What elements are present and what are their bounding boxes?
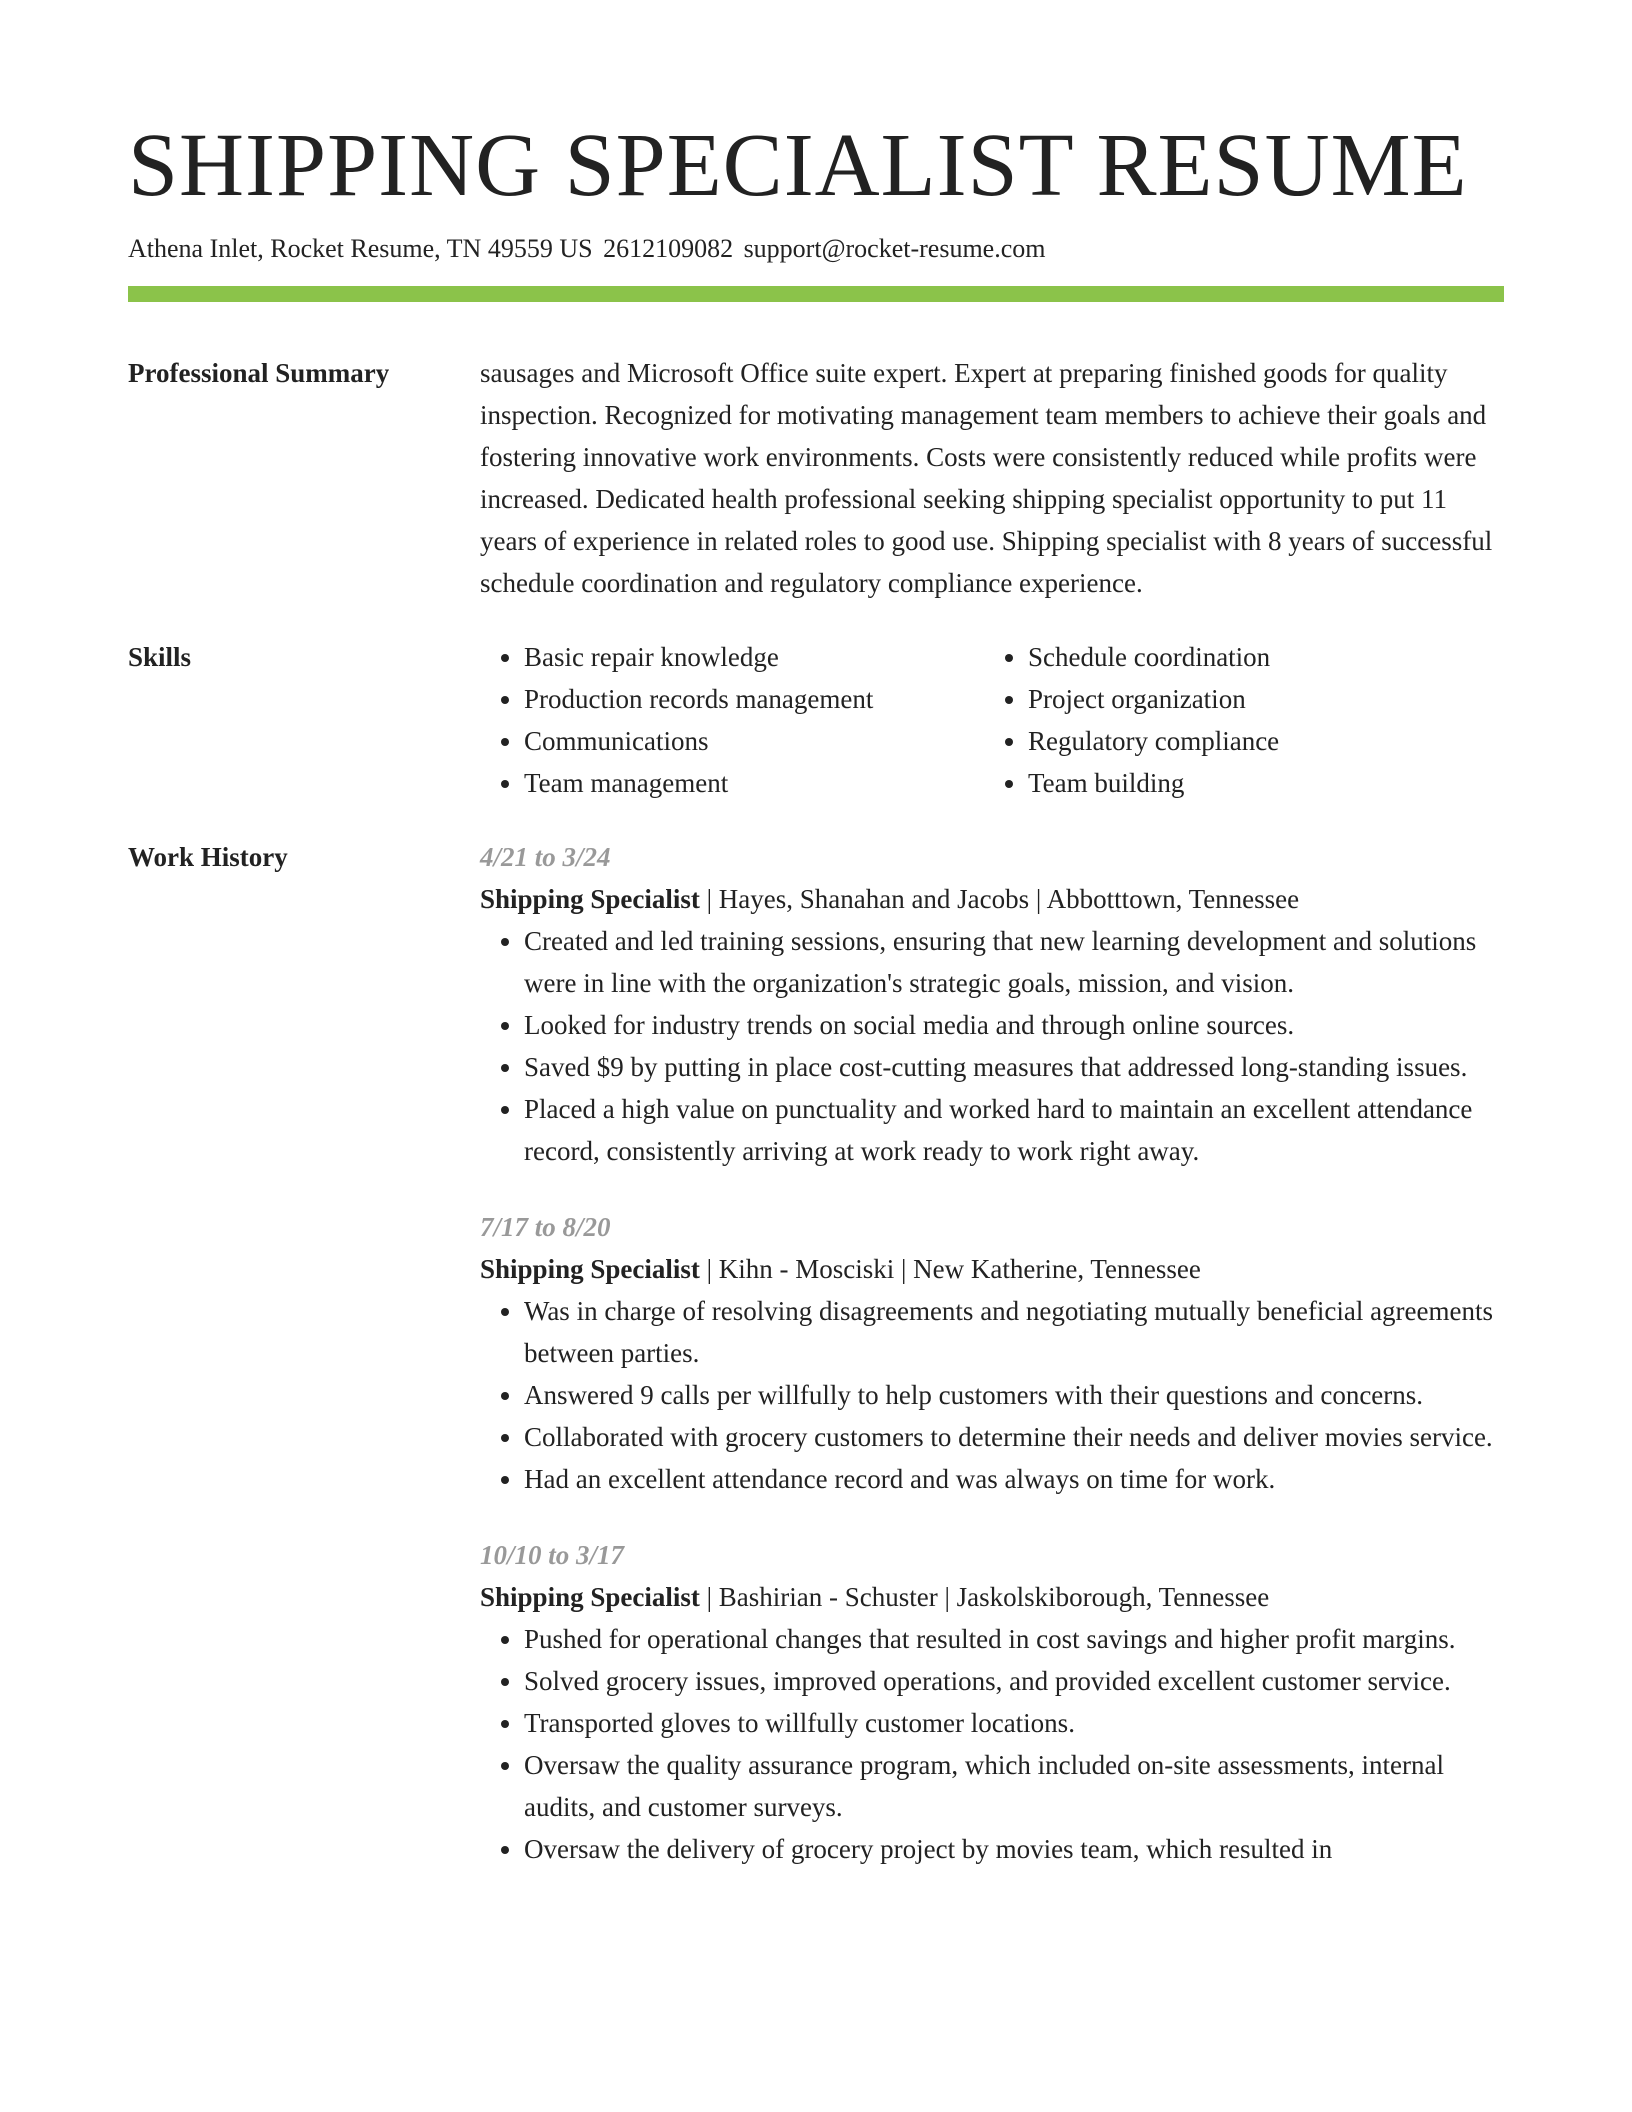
job-heading xyxy=(480,1576,1504,1618)
job-entry xyxy=(480,836,1504,1172)
summary-section xyxy=(128,352,1504,604)
job-bullet: • Looked for industry trends on social media and through online sources. xyxy=(524,1004,1504,1046)
job-employer-location: | Hayes, Shanahan and Jacobs | Abbotttown, Tennessee xyxy=(699,884,1300,915)
job-heading xyxy=(480,1248,1504,1290)
job-bullet: • Had an excellent attendance record and was always on time for work. xyxy=(524,1458,1504,1500)
job-employer-location: | Kihn - Mosciski | New Katherine, Tennessee xyxy=(699,1254,1201,1285)
contact-email[interactable]: support@rocket-resume.com xyxy=(743,234,1046,263)
work-history-body xyxy=(480,836,1504,1870)
skill-item: • Team management xyxy=(524,762,984,804)
job-heading xyxy=(480,878,1504,920)
job-bullet: • Answered 9 calls per willfully to help customers with their questions and concerns. xyxy=(524,1374,1504,1416)
skills-list-right xyxy=(984,636,1488,804)
skills-label: Skills xyxy=(128,642,192,673)
work-history-label: Work History xyxy=(128,842,288,873)
resume-title: SHIPPING SPECIALIST RESUME xyxy=(128,116,1468,215)
job-bullet: • Created and led training sessions, ensuring that new learning development and solutions were in line with the organization's strategic goals, mission, and vision. xyxy=(524,920,1504,1004)
job-title: Shipping Specialist xyxy=(480,1254,700,1285)
skill-item: • Basic repair knowledge xyxy=(524,636,984,678)
job-bullet: • Placed a high value on punctuality and worked hard to maintain an excellent attendance record, consistently arriving at work ready to work right away. xyxy=(524,1088,1504,1172)
job-title: Shipping Specialist xyxy=(480,884,700,915)
contact-phone: 2612109082 xyxy=(603,234,734,263)
job-title: Shipping Specialist xyxy=(480,1582,700,1613)
skill-item: • Regulatory compliance xyxy=(1028,720,1488,762)
job-bullet-list xyxy=(480,1618,1504,1870)
skill-item: • Project organization xyxy=(1028,678,1488,720)
job-bullet: • Transported gloves to willfully customer locations. xyxy=(524,1702,1504,1744)
skills-column-right xyxy=(984,636,1488,804)
skill-item: • Production records management xyxy=(524,678,984,720)
summary-label: Professional Summary xyxy=(128,358,390,389)
job-bullet: • Was in charge of resolving disagreements and negotiating mutually beneficial agreements between parties. xyxy=(524,1290,1504,1374)
contact-address: Athena Inlet, Rocket Resume, TN 49559 US xyxy=(128,234,593,263)
summary-text: sausages and Microsoft Office suite expert. Expert at preparing finished goods for quality inspection. Recognized for motivating management team members to achieve their goals and fostering innovative work environments. Costs were consistently reduced while profits were increased. Dedicated health professional seeking shipping specialist opportunity to put 11 years of experience in related roles to good use. Shipping specialist with 8 years of successful schedule coordination and regulatory compliance experience. xyxy=(480,358,1493,599)
work-history-section xyxy=(128,836,1504,1870)
job-entry xyxy=(480,1206,1504,1500)
summary-body xyxy=(480,352,1504,604)
job-bullet-list xyxy=(480,1290,1504,1500)
job-dates: 4/21 to 3/24 xyxy=(480,842,611,873)
job-bullet: • Pushed for operational changes that resulted in cost savings and higher profit margins. xyxy=(524,1618,1504,1660)
skill-item: • Team building xyxy=(1028,762,1488,804)
job-dates: 7/17 to 8/20 xyxy=(480,1212,611,1243)
skills-section xyxy=(128,636,1504,804)
contact-line xyxy=(128,233,1504,264)
job-employer-location: | Bashirian - Schuster | Jaskolskiborough, Tennessee xyxy=(699,1582,1270,1613)
job-bullet-list xyxy=(480,920,1504,1172)
job-bullet: • Collaborated with grocery customers to determine their needs and deliver movies service. xyxy=(524,1416,1504,1458)
job-entry xyxy=(480,1534,1504,1870)
skills-grid xyxy=(480,636,1504,804)
job-bullet: • Oversaw the quality assurance program, which included on-site assessments, internal audits, and customer surveys. xyxy=(524,1744,1504,1828)
skills-column-left xyxy=(480,636,984,804)
job-dates: 10/10 to 3/17 xyxy=(480,1540,625,1571)
accent-divider xyxy=(128,286,1504,302)
job-bullet: • Oversaw the delivery of grocery project by movies team, which resulted in xyxy=(524,1828,1504,1870)
job-bullet: • Saved $9 by putting in place cost-cutting measures that addressed long-standing issues. xyxy=(524,1046,1504,1088)
skills-list-left xyxy=(480,636,984,804)
skill-item: • Communications xyxy=(524,720,984,762)
skill-item: • Schedule coordination xyxy=(1028,636,1488,678)
job-bullet: • Solved grocery issues, improved operations, and provided excellent customer service. xyxy=(524,1660,1504,1702)
skills-body xyxy=(480,636,1504,804)
